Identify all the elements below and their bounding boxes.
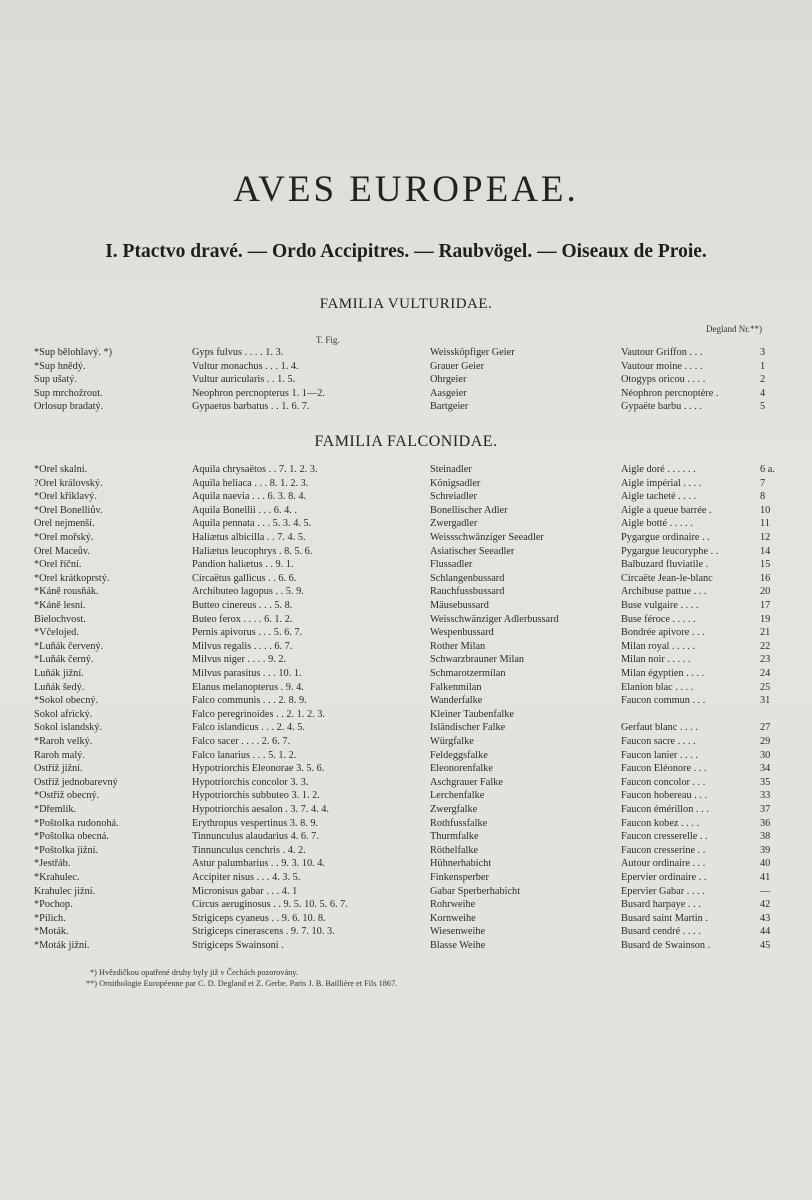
czech-name: *Raroh velký.: [34, 736, 93, 747]
latin-name-plate: Circaëtus gallicus . . 6. 6.: [192, 572, 297, 584]
family-heading-falconidae: FAMILIA FALCONIDAE.: [314, 433, 498, 450]
species-row: [0, 504, 812, 518]
species-row: [0, 667, 812, 681]
species-row: [0, 939, 812, 953]
degland-number: 34: [760, 763, 771, 775]
german-name: Finkensperber: [430, 872, 489, 883]
latin-name-plate: Vultur auricularis . . 1. 5.: [192, 374, 296, 386]
latin-name-plate: Falco lanarius . . . 5. 1. 2.: [192, 749, 297, 761]
latin-name-plate: Aquila pennata . . . 5. 3. 4. 5.: [192, 518, 312, 530]
latin-name-plate: Strigiceps cinerascens . 9. 7. 10. 3.: [192, 926, 335, 938]
species-row: [0, 789, 812, 803]
german-name: Mäusebussard: [430, 600, 489, 611]
latin-name-plate: Micronisus gabar . . . 4. 1: [192, 885, 298, 897]
degland-number: 10: [760, 504, 771, 516]
czech-name: Orel Maceův.: [34, 545, 90, 557]
latin-name-plate: Milvus parasitus . . . 10. 1.: [192, 668, 302, 679]
french-name: Faucon hobereau . . .: [621, 790, 708, 802]
german-name: Aschgrauer Falke: [430, 776, 503, 788]
german-name: Hühnerhabicht: [430, 858, 492, 870]
species-row: [0, 545, 812, 559]
french-name: Bondrée apivore . . .: [621, 627, 705, 639]
french-name: Busard saint Martin .: [621, 912, 708, 924]
czech-name: *Pilich.: [34, 912, 66, 924]
degland-number: 43: [760, 912, 771, 924]
species-row: [0, 531, 812, 545]
latin-name-plate: Erythropus vespertinus 3. 8. 9.: [192, 817, 319, 829]
french-name: Faucon émérillon . . .: [621, 804, 709, 815]
latin-name-plate: Haliætus leucophrys . 8. 5. 6.: [192, 545, 313, 557]
species-row: [0, 844, 812, 858]
latin-name-plate: Accipiter nisus . . . 4. 3. 5.: [192, 872, 301, 883]
french-name: Vautour moine . . . .: [621, 360, 703, 372]
czech-name: *Krahulec.: [34, 872, 80, 883]
german-name: Wiesenweihe: [430, 926, 486, 938]
species-row: [0, 681, 812, 695]
latin-name-plate: Elanus melanopterus . 9. 4.: [192, 681, 304, 693]
species-row: [0, 585, 812, 599]
species-row: [0, 925, 812, 939]
degland-number: 41: [760, 872, 771, 883]
german-name: Rothfussfalke: [430, 817, 488, 829]
french-name: Busard de Swainson .: [621, 940, 711, 951]
latin-name-plate: Strigiceps Swainsoni .: [192, 940, 284, 951]
degland-number: 4: [760, 387, 766, 399]
french-name: Faucon kobez . . . .: [621, 817, 700, 829]
species-row: [0, 721, 812, 735]
german-name: Gabar Sperberhabicht: [430, 885, 521, 897]
french-name: Faucon Eléonore . . .: [621, 763, 707, 775]
species-row: [0, 749, 812, 763]
degland-number: 2: [760, 374, 766, 386]
latin-name-plate: Haliætus albicilla . . 7. 4. 5.: [192, 532, 306, 543]
french-name: Faucon cresserine . .: [621, 844, 706, 856]
czech-name: *Orel krátkoprstý.: [34, 572, 110, 584]
german-name: Ohrgeier: [430, 374, 467, 386]
degland-number: 14: [760, 545, 771, 557]
czech-name: *Moták jižní.: [34, 940, 90, 951]
degland-number: 8: [760, 491, 766, 503]
french-name: Busard harpaye . . .: [621, 899, 701, 911]
degland-number: 44: [760, 926, 771, 938]
degland-number: 38: [760, 831, 771, 843]
degland-number: 29: [760, 736, 771, 747]
species-row: [0, 817, 812, 831]
czech-name: Ostříž jednobarevný: [34, 776, 118, 788]
french-name: Vautour Griffon . . .: [621, 347, 703, 358]
species-row: [0, 572, 812, 586]
species-row: [0, 762, 812, 776]
species-row: [0, 640, 812, 654]
czech-name: *Sup hnědý.: [34, 360, 86, 372]
french-name: Gerfaut blanc . . . .: [621, 722, 698, 734]
latin-name-plate: Falco communis . . . 2. 8. 9.: [192, 695, 307, 707]
latin-name-plate: Neophron percnopterus 1. 1—2.: [192, 387, 325, 399]
degland-number: 22: [760, 640, 771, 652]
czech-name: Luňák jižní.: [34, 668, 84, 679]
latin-name-plate: Strigiceps cyaneus . . 9. 6. 10. 8.: [192, 912, 326, 924]
degland-number: —: [760, 885, 771, 897]
french-name: Néophron percnoptère .: [621, 387, 719, 399]
latin-name-plate: Vultur monachus . . . 1. 4.: [192, 360, 299, 372]
czech-name: *Káně rousňák.: [34, 586, 99, 598]
czech-name: Krahulec jižní.: [34, 885, 96, 897]
degland-number-label: Degland Nr.**): [706, 324, 762, 334]
german-name: Blasse Weihe: [430, 940, 486, 951]
czech-name: Sokol islandský.: [34, 722, 103, 734]
french-name: Epervier ordinaire . .: [621, 872, 707, 883]
french-name: Autour ordinaire . . .: [621, 858, 706, 870]
french-name: Milan égyptien . . . .: [621, 668, 705, 679]
latin-name-plate: Milvus regalis . . . . 6. 7.: [192, 640, 293, 652]
footnotes: [86, 968, 397, 989]
french-name: Aigle a queue barrée .: [621, 504, 712, 516]
german-name: Weissköpfiger Geier: [430, 347, 515, 358]
species-row: [0, 871, 812, 885]
czech-name: Orel nejmenší.: [34, 518, 95, 530]
latin-name-plate: Gyps fulvus . . . . 1. 3.: [192, 347, 284, 358]
german-name: Weissschwänziger Seeadler: [430, 532, 544, 543]
czech-name: *Poštolka jižní.: [34, 844, 99, 856]
species-row: [0, 885, 812, 899]
latin-name-plate: Aquila heliaca . . . 8. 1. 2. 3.: [192, 477, 309, 489]
species-row: [0, 898, 812, 912]
species-row: [0, 803, 812, 817]
german-name: Falkenmilan: [430, 681, 482, 693]
latin-name-plate: Falco sacer . . . . 2. 6. 7.: [192, 736, 291, 747]
czech-name: *Orel říční.: [34, 559, 82, 571]
degland-number: 33: [760, 790, 771, 802]
latin-name-plate: Gypaetus barbatus . . 1. 6. 7.: [192, 401, 310, 413]
german-name: Bartgeier: [430, 401, 469, 413]
czech-name: *Jestřáb.: [34, 858, 71, 870]
czech-name: *Pochop.: [34, 899, 73, 911]
czech-name: *Včelojed.: [34, 627, 79, 639]
german-name: Schmarotzermilan: [430, 668, 506, 679]
german-name: Wanderfalke: [430, 695, 483, 707]
degland-number: 20: [760, 586, 771, 598]
german-name: Zwergfalke: [430, 804, 478, 815]
german-name: Bonellischer Adler: [430, 504, 508, 516]
czech-name: Luňák šedý.: [34, 681, 85, 693]
degland-number: 40: [760, 858, 771, 870]
species-row: [0, 626, 812, 640]
latin-name-plate: Hypotriorchis Eleonorae 3. 5. 6.: [192, 763, 325, 775]
species-row: [0, 776, 812, 790]
latin-name-plate: Buteo ferox . . . . 6. 1. 2.: [192, 613, 293, 625]
german-name: Thurmfalke: [430, 831, 479, 843]
latin-name-plate: Tinnunculus cenchris . 4. 2.: [192, 844, 306, 856]
german-name: Asiatischer Seeadler: [430, 545, 515, 557]
french-name: Otogyps oricou . . . .: [621, 374, 706, 386]
page-subtitle: I. Ptactvo dravé. — Ordo Accipitres. — Raubvögel. — Oiseaux de Proie.: [105, 241, 707, 262]
french-name: Aigle impérial . . . .: [621, 477, 702, 489]
latin-name-plate: Aquila Bonellii . . . 6. 4. .: [192, 504, 297, 516]
species-row: [0, 477, 812, 491]
german-name: Grauer Geier: [430, 360, 485, 372]
german-name: Schreiadler: [430, 491, 477, 503]
species-row: [0, 735, 812, 749]
degland-number: 7: [760, 477, 766, 489]
czech-name: Sup mrchožrout.: [34, 387, 103, 399]
french-name: Aigle tacheté . . . .: [621, 491, 697, 503]
french-name: Gypaëte barbu . . . .: [621, 401, 702, 413]
czech-name: *Káně lesní.: [34, 600, 86, 611]
french-name: Faucon cresserelle . .: [621, 831, 708, 843]
french-name: Faucon lanier . . . .: [621, 749, 698, 761]
french-name: Archibuse pattue . . .: [621, 586, 707, 598]
german-name: Zwergadler: [430, 518, 478, 530]
czech-name: Ostříž jižní.: [34, 763, 83, 775]
french-name: Buse vulgaire . . . .: [621, 600, 699, 611]
german-name: Kleiner Taubenfalke: [430, 708, 514, 720]
czech-name: *Poštolka rudonohá.: [34, 817, 119, 829]
species-row: [0, 400, 812, 414]
german-name: Feldeggsfalke: [430, 749, 488, 761]
french-name: Pygargue ordinaire . .: [621, 532, 710, 543]
german-name: Steinadler: [430, 464, 472, 475]
czech-name: *Orel skalní.: [34, 464, 88, 475]
footnote-observed: *) Hvězdičkou opatřené druhy byly již v Čechách pozorovány.: [90, 968, 298, 977]
french-name: Faucon sacre . . . .: [621, 736, 696, 747]
species-row: [0, 346, 812, 360]
degland-number: 35: [760, 776, 771, 788]
latin-name-plate: Tinnunculus alaudarius 4. 6. 7.: [192, 831, 319, 843]
french-name: Aigle doré . . . . . .: [621, 464, 696, 475]
czech-name: *Orel Bonelliův.: [34, 504, 103, 516]
latin-name-plate: Hypotriorchis concolor 3. 3.: [192, 776, 309, 788]
degland-number: 17: [760, 600, 771, 611]
german-name: Flussadler: [430, 559, 473, 571]
czech-name: *Orel mořský.: [34, 532, 94, 543]
czech-name: *Orel křiklavý.: [34, 491, 97, 503]
czech-name: Raroh malý.: [34, 749, 85, 761]
degland-number: 1: [760, 360, 766, 372]
species-row: [0, 360, 812, 374]
german-name: Schlangenbussard: [430, 572, 505, 584]
degland-number: 27: [760, 722, 771, 734]
species-row: [0, 387, 812, 401]
german-name: Lerchenfalke: [430, 790, 485, 802]
degland-number: 37: [760, 804, 771, 815]
species-row: [0, 708, 812, 722]
degland-number: 15: [760, 559, 771, 571]
degland-number: 12: [760, 532, 771, 543]
latin-name-plate: Aquila naevia . . . 6. 3. 8. 4.: [192, 491, 307, 503]
species-row: [0, 830, 812, 844]
latin-name-plate: Pandion haliætus . . 9. 1.: [192, 559, 294, 571]
german-name: Eleonorenfalke: [430, 763, 493, 775]
german-name: Röthelfalke: [430, 844, 479, 856]
czech-name: Orlosup bradatý.: [34, 401, 104, 413]
czech-name: *Dřemlík.: [34, 804, 77, 815]
latin-name-plate: Butteo cinereus . . . 5. 8.: [192, 600, 293, 611]
species-row: [0, 373, 812, 387]
czech-name: *Sup bělohlavý. *): [34, 347, 113, 358]
german-name: Aasgeier: [430, 387, 467, 399]
french-name: Buse féroce . . . . .: [621, 613, 696, 625]
degland-number: 23: [760, 654, 771, 666]
french-name: Epervier Gabar . . . .: [621, 885, 705, 897]
french-name: Balbuzard fluviatile .: [621, 559, 709, 571]
french-name: Faucon commun . . .: [621, 695, 706, 707]
french-name: Circaëte Jean-le-blanc: [621, 572, 713, 584]
french-name: Milan royal . . . . .: [621, 640, 696, 652]
species-row: [0, 857, 812, 871]
german-name: Schwarzbrauner Milan: [430, 654, 525, 666]
degland-number: 24: [760, 668, 771, 679]
french-name: Pygargue leucoryphe . .: [621, 545, 719, 557]
czech-name: Bielochvost.: [34, 613, 86, 625]
french-name: Milan noir . . . . .: [621, 654, 691, 666]
degland-number: 21: [760, 627, 771, 639]
german-name: Rohrweihe: [430, 899, 476, 911]
german-name: Weisschwänziger Adlerbussard: [430, 613, 559, 625]
species-row: [0, 653, 812, 667]
czech-name: Sup ušatý.: [34, 374, 77, 386]
german-name: Wespenbussard: [430, 627, 494, 639]
latin-name-plate: Pernis apivorus . . . 5. 6. 7.: [192, 627, 303, 639]
degland-number: 19: [760, 613, 771, 625]
czech-name: *Sokol obecný.: [34, 695, 99, 707]
czech-name: *Luňák černý.: [34, 654, 94, 666]
french-name: Faucon concolor . . .: [621, 776, 706, 788]
degland-number: 25: [760, 681, 771, 693]
czech-name: *Luňák červený.: [34, 640, 104, 652]
degland-number: 30: [760, 749, 771, 761]
degland-number: 6 a.: [760, 464, 775, 475]
czech-name: Sokol africký.: [34, 708, 93, 720]
latin-name-plate: Aquila chrysaëtos . . 7. 1. 2. 3.: [192, 464, 318, 475]
german-name: Isländischer Falke: [430, 722, 506, 734]
species-row: [0, 463, 812, 477]
degland-number: 39: [760, 844, 771, 856]
latin-name-plate: Circus aeruginosus . . 9. 5. 10. 5. 6. 7.: [192, 899, 348, 911]
german-name: Rother Milan: [430, 640, 486, 652]
degland-number: 5: [760, 401, 766, 413]
species-row: [0, 613, 812, 627]
french-name: Elanion blac . . . .: [621, 681, 694, 693]
tfig-label: T. Fig.: [316, 335, 340, 345]
czech-name: *Poštolka obecná.: [34, 831, 109, 843]
czech-name: ?Orel královský.: [34, 477, 103, 489]
german-name: Rauchfussbussard: [430, 586, 505, 598]
latin-name-plate: Falco islandicus . . . 2. 4. 5.: [192, 722, 305, 734]
family-heading-vulturidae: FAMILIA VULTURIDAE.: [319, 296, 493, 312]
french-name: Busard cendré . . . .: [621, 926, 701, 938]
czech-name: *Ostříž obecný.: [34, 790, 100, 802]
degland-number: 31: [760, 695, 771, 707]
species-row: [0, 599, 812, 613]
german-name: Königsadler: [430, 477, 481, 489]
species-row: [0, 694, 812, 708]
latin-name-plate: Falco peregrinoides . . 2. 1. 2. 3.: [192, 708, 325, 720]
degland-number: 11: [760, 518, 770, 530]
latin-name-plate: Hypotriorchis subbuteo 3. 1. 2.: [192, 790, 320, 802]
footnote-degland: **) Ornithologie Européenne par C. D. Degland et Z. Gerbe. Paris J. B. Baillière et Fils 1867.: [86, 978, 398, 988]
czech-name: *Moták.: [34, 926, 69, 938]
latin-name-plate: Archibuteo lagopus . . 5. 9.: [192, 586, 304, 598]
species-row: [0, 912, 812, 926]
degland-number: 36: [760, 817, 771, 829]
german-name: Kornweihe: [430, 912, 476, 924]
degland-number: 42: [760, 899, 771, 911]
species-row: [0, 490, 812, 504]
degland-number: 45: [760, 940, 771, 951]
species-row: [0, 517, 812, 531]
latin-name-plate: Hypotriorchis aesalon . 3. 7. 4. 4.: [192, 804, 329, 815]
degland-number: 16: [760, 572, 771, 584]
degland-number: 3: [760, 347, 766, 358]
french-name: Aigle botté . . . . .: [621, 518, 693, 530]
german-name: Würgfalke: [430, 736, 474, 747]
latin-name-plate: Milvus niger . . . . 9. 2.: [192, 654, 287, 666]
species-row: [0, 558, 812, 572]
latin-name-plate: Astur palumbarius . . 9. 3. 10. 4.: [192, 858, 325, 870]
page-title: AVES EUROPEAE.: [233, 169, 579, 210]
